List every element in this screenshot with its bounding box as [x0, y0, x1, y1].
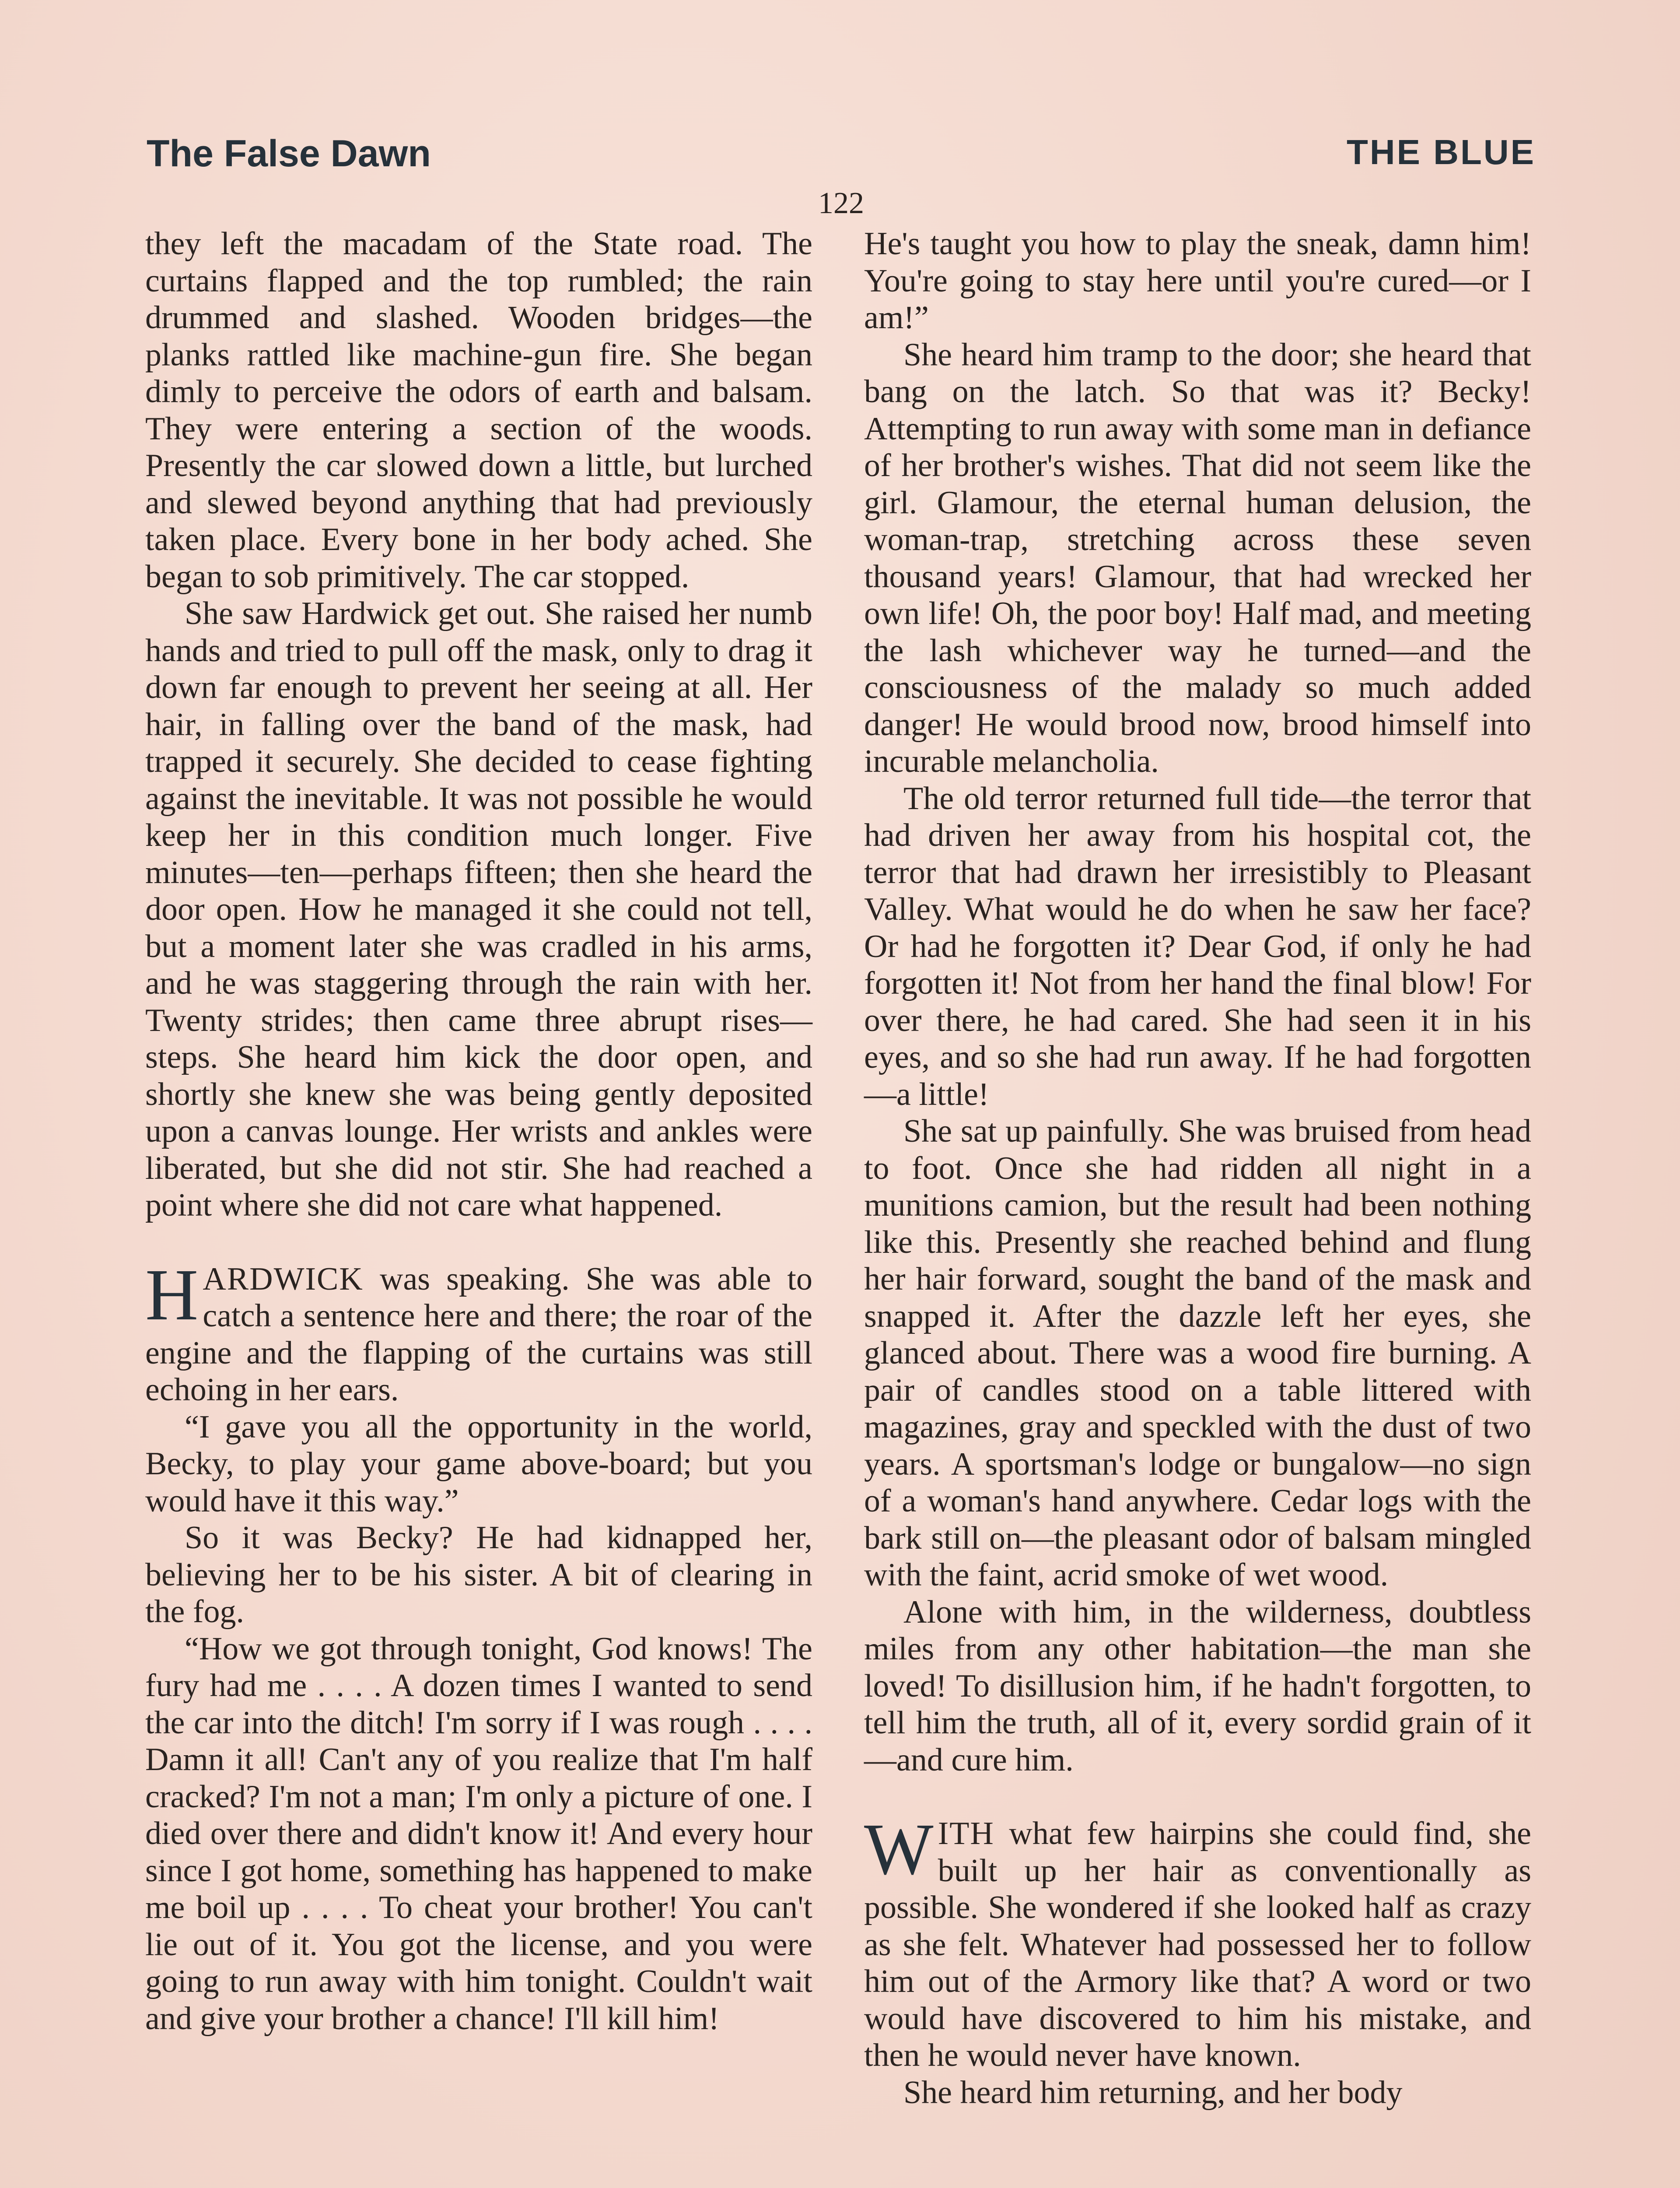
dropcap-letter: W — [864, 1809, 934, 1890]
paragraph: The old terror returned full tide—the terror that had driven her away from his hospital cot, the terror that had drawn her irresistibly to Pleasant Valley. What would he do when he saw her face? Or had he forgotten it? Dear God, if only he had forgotten it! Not from her hand the final blow! For over there, he had cared. She had seen it in his eyes, and so she had run away. If he had forgotten—a little! — [864, 780, 1531, 1112]
paragraph: So it was Becky? He had kidnapped her, believing her to be his sister. A bit of clearing in the fog. — [145, 1520, 812, 1630]
paragraph: they left the macadam of the State road. The curtains flapped and the top rumbled; the rain drummed and slashed. Wooden bridges—the planks rattled like machine-gun fire. She began dimly to perceive the odors of earth and balsam. They were entering a section of the woods. Presently the car slowed down a little, but lurched and slewed beyond anything that had previously taken place. Every bone in her body ached. She began to sob primitively. The car stopped. — [145, 226, 812, 595]
paragraph: He's taught you how to play the sneak, damn him! You're going to stay here until you're cured—or I am!” — [864, 226, 1531, 336]
dropcap-paragraph — [864, 1809, 1531, 2074]
dropcap-lead: ITH — [938, 1816, 994, 1851]
paragraph: She heard him tramp to the door; she heard that bang on the latch. So that was it? Becky! Attempting to run away with some man in defiance of her brother's wishes. That did not seem like the girl. Glamour, the eternal human delusion, the woman-trap, stretching across these seven thousand years! Glamour, that had wrecked her own life! Oh, the poor boy! Half mad, and meeting the lash whichever way he turned—and the consciousness of the malady so much added danger! He would brood now, brood himself into incurable melancholia. — [864, 337, 1531, 779]
left-column — [145, 225, 812, 2037]
paragraph: She sat up painfully. She was bruised from head to foot. Once she had ridden all night in a munitions camion, but the result had been nothing like this. Presently she reached behind and flung her hair forward, sought the band of the mask and snapped it. After the dazzle left her eyes, she glanced about. There was a wood fire burning. A pair of candles stood on a table littered with magazines, gray and speckled with the dust of two years. A sportsman's lodge or bungalow—no sign of a woman's hand anywhere. Cedar logs with the bark still on—the pleasant odor of balsam mingled with the faint, acrid smoke of wet wood. — [864, 1113, 1531, 1593]
paragraph: She heard him returning, and her body — [903, 2074, 1403, 2111]
magazine-title: THE BLUE — [1347, 133, 1536, 172]
right-column — [864, 225, 1531, 2111]
dropcap-text: what few hairpins she could find, she built up her hair as conventionally as possible. She wondered if she looked half as crazy as she felt. Whatever had possessed her to follow him out of the Armory like that? A word or two would have discovered to him his mistake, and then he would never have known. — [864, 1816, 1531, 2073]
paragraph: She saw Hardwick get out. She raised her numb hands and tried to pull off the mask, only to drag it down far enough to prevent her seeing at all. Her hair, in falling over the band of the mask, had trapped it securely. She decided to cease fighting against the inevitable. It was not possible he would keep her in this condition much longer. Five minutes—ten—perhaps fifteen; then she heard the door open. How he managed it she could not tell, but a moment later she was cradled in his arms, and he was staggering through the rain with her. Twenty strides; then came three abrupt rises—steps. She heard him kick the door open, and shortly she knew she was being gently deposited upon a canvas lounge. Her wrists and ankles were liberated, but she did not stir. She had reached a point where she did not care what happened. — [145, 596, 812, 1223]
dropcap-lead: ARDWICK — [203, 1261, 364, 1297]
dropcap-letter: H — [145, 1254, 199, 1336]
dropcap-text: was speaking. She was able to catch a sentence here and there; the roar of the engine and the flapping of the curtains was still echoing in her ears. — [145, 1261, 812, 1408]
story-title: The False Dawn — [147, 133, 431, 175]
paragraph: “How we got through tonight, God knows! The fury had me . . . . A dozen times I wanted to send the car into the ditch! I'm sorry if I was rough . . . . Damn it all! Can't any of you realize that I'm half cracked? I'm not a man; I'm only a picture of one. I died over there and didn't know it! And every hour since I got home, something has happened to make me boil up . . . . To cheat your brother! You can't lie out of it. You got the license, and you were going to run away with him tonight. Couldn't wait and give your brother a chance! I'll kill him! — [145, 1630, 812, 2037]
dropcap-paragraph — [145, 1254, 812, 1409]
paragraph: “I gave you all the opportunity in the world, Becky, to play your game above-board; but you would have it this way.” — [145, 1409, 812, 1519]
page-number: 122 — [818, 186, 864, 220]
paragraph: Alone with him, in the wilderness, doubtless miles from any other habitation—the man she loved! To disillusion him, if he hadn't forgotten, to tell him the truth, all of it, every sordid grain of it—and cure him. — [864, 1594, 1531, 1778]
